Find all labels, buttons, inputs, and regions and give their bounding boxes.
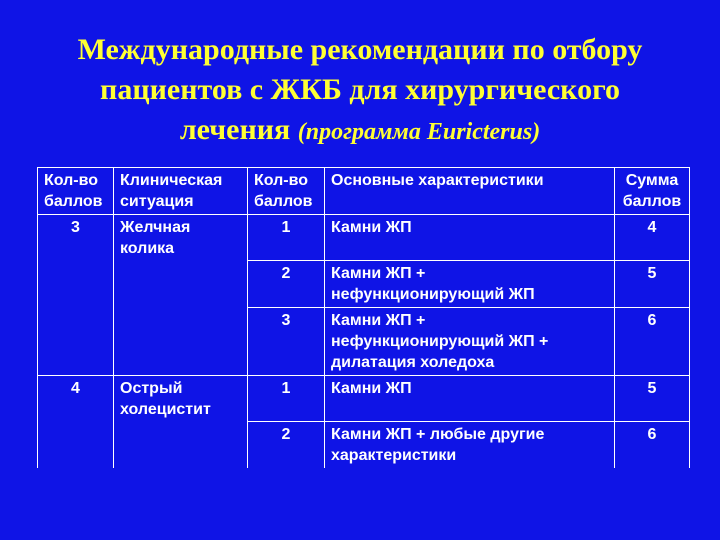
row-sum: 6	[615, 308, 690, 376]
header-points-2: Кол-во баллов	[248, 168, 325, 215]
title-line-2: пациентов с ЖКБ для хирургического	[100, 73, 620, 106]
row-points: 2	[248, 422, 325, 469]
header-characteristics: Основные характеристики	[325, 168, 615, 215]
slide-title	[0, 30, 720, 152]
header-clinical-situation: Клиническая ситуация	[114, 168, 248, 215]
row-points: 1	[248, 215, 325, 261]
row-points: 1	[248, 376, 325, 422]
group-points: 3	[38, 215, 114, 376]
row-characteristics: Камни ЖП	[325, 215, 615, 261]
title-line-3	[0, 110, 720, 152]
row-sum: 5	[615, 376, 690, 422]
row-sum: 4	[615, 215, 690, 261]
title-line-3-main: лечения	[179, 113, 291, 146]
row-characteristics: Камни ЖП + нефункционирующий ЖП	[325, 261, 615, 308]
row-points: 2	[248, 261, 325, 308]
row-characteristics: Камни ЖП + любые другие характеристики	[325, 422, 615, 469]
row-characteristics: Камни ЖП	[325, 376, 615, 422]
table-header-row	[38, 168, 690, 215]
title-subtitle: (программа Euricterus)	[297, 119, 541, 145]
header-points: Кол-во баллов	[38, 168, 114, 215]
table-row	[38, 215, 690, 261]
criteria-table	[37, 167, 690, 468]
group-situation: Желчная колика	[114, 215, 248, 376]
group-points: 4	[38, 376, 114, 469]
group-situation: Острый холецистит	[114, 376, 248, 469]
row-characteristics: Камни ЖП + нефункционирующий ЖП + дилатация холедоха	[325, 308, 615, 376]
title-line-1: Международные рекомендации по отбору	[77, 33, 643, 66]
row-sum: 5	[615, 261, 690, 308]
row-sum: 6	[615, 422, 690, 469]
header-sum: Сумма баллов	[615, 168, 690, 215]
row-points: 3	[248, 308, 325, 376]
table-row	[38, 376, 690, 422]
